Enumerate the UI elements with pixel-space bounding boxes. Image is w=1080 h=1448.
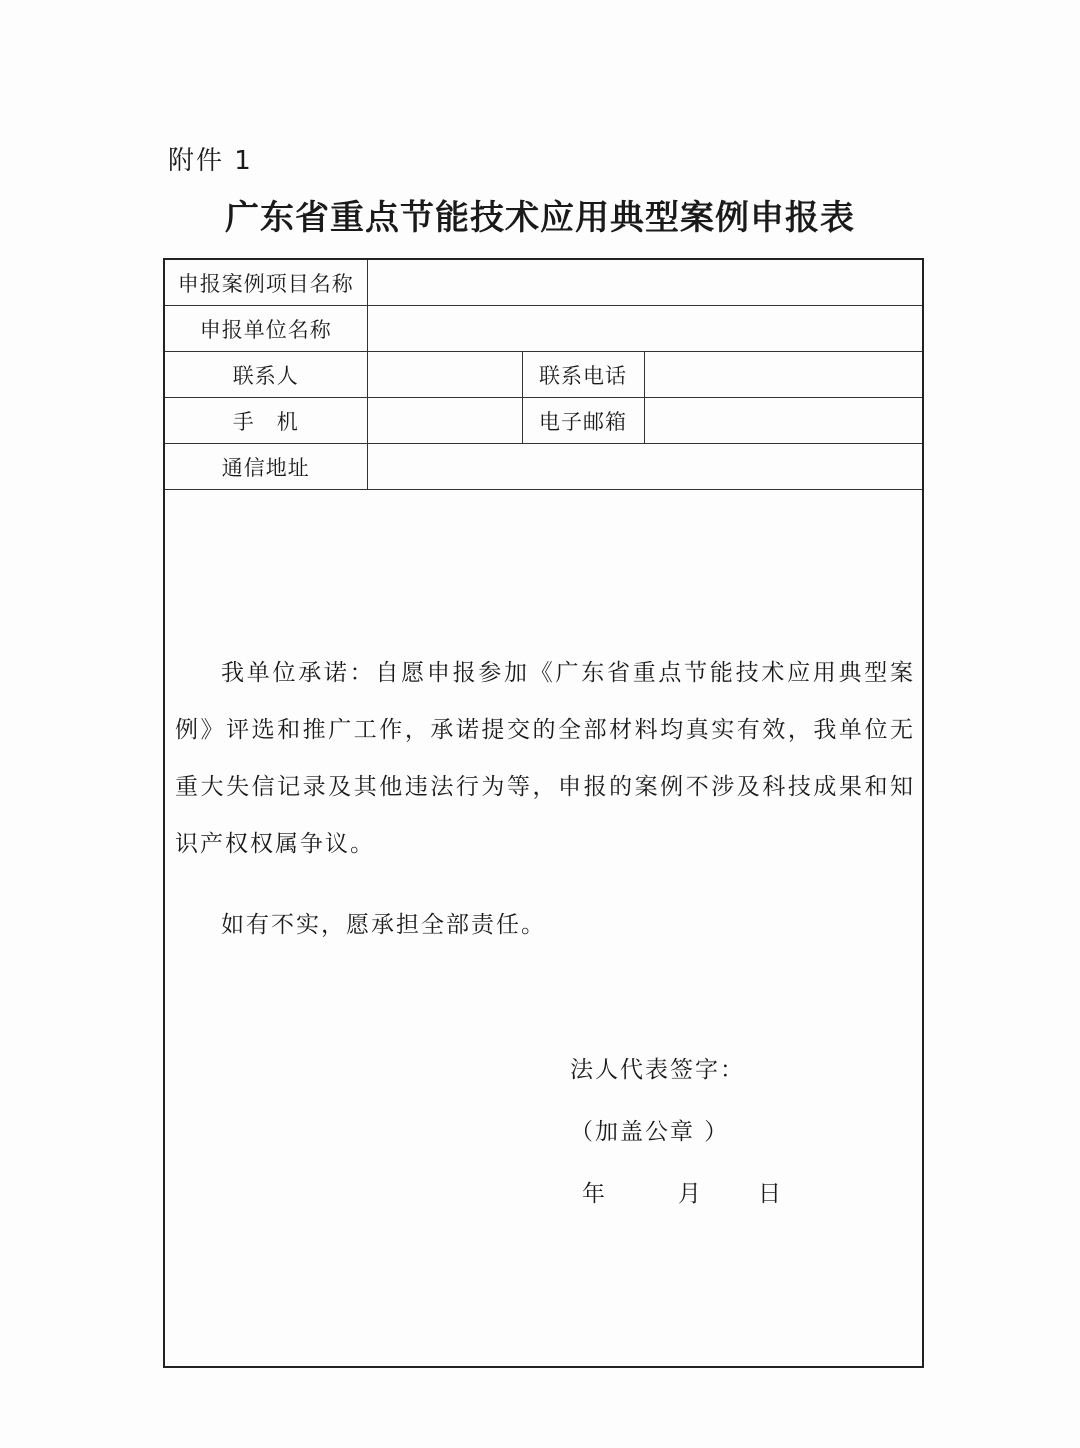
responsibility-paragraph: 如有不实，愿承担全部责任。 (221, 912, 546, 938)
info-table (165, 260, 922, 490)
seal-label: （加盖公章 ） (570, 1119, 730, 1145)
address-label: 通信地址 (165, 444, 367, 490)
date-year-label: 年 (582, 1181, 607, 1207)
contact-phone-field[interactable] (644, 352, 922, 398)
page-title: 广东省重点节能技术应用典型案例申报表 (225, 198, 855, 238)
address-field[interactable] (367, 444, 922, 490)
table-row-contact (165, 352, 922, 398)
unit-name-field[interactable] (367, 306, 922, 352)
date-month-label: 月 (678, 1181, 703, 1207)
email-label: 电子邮箱 (522, 398, 644, 444)
contact-person-label: 联系人 (165, 352, 367, 398)
table-row-unit-name (165, 306, 922, 352)
contact-person-field[interactable] (367, 352, 522, 398)
project-name-label: 申报案例项目名称 (165, 260, 367, 306)
attachment-label: 附件 1 (168, 146, 253, 176)
mobile-field[interactable] (367, 398, 522, 444)
legal-rep-signature-label: 法人代表签字： (570, 1057, 745, 1083)
table-row-address (165, 444, 922, 490)
contact-phone-label: 联系电话 (522, 352, 644, 398)
pledge-section (175, 645, 915, 954)
table-row-project-name (165, 260, 922, 306)
date-line (570, 1174, 783, 1236)
signature-block (570, 1050, 783, 1236)
project-name-field[interactable] (367, 260, 922, 306)
application-form (163, 258, 924, 1368)
mobile-label: 手 机 (165, 398, 367, 444)
date-day-label: 日 (758, 1181, 783, 1207)
email-field[interactable] (644, 398, 922, 444)
table-row-mobile (165, 398, 922, 444)
pledge-paragraph: 我单位承诺：自愿申报参加《广东省重点节能技术应用典型案例》评选和推广工作，承诺提交的全部材料均真实有效，我单位无重大失信记录及其他违法行为等，申报的案例不涉及科技成果和知识产权权属争议。 (175, 660, 915, 857)
unit-name-label: 申报单位名称 (165, 306, 367, 352)
